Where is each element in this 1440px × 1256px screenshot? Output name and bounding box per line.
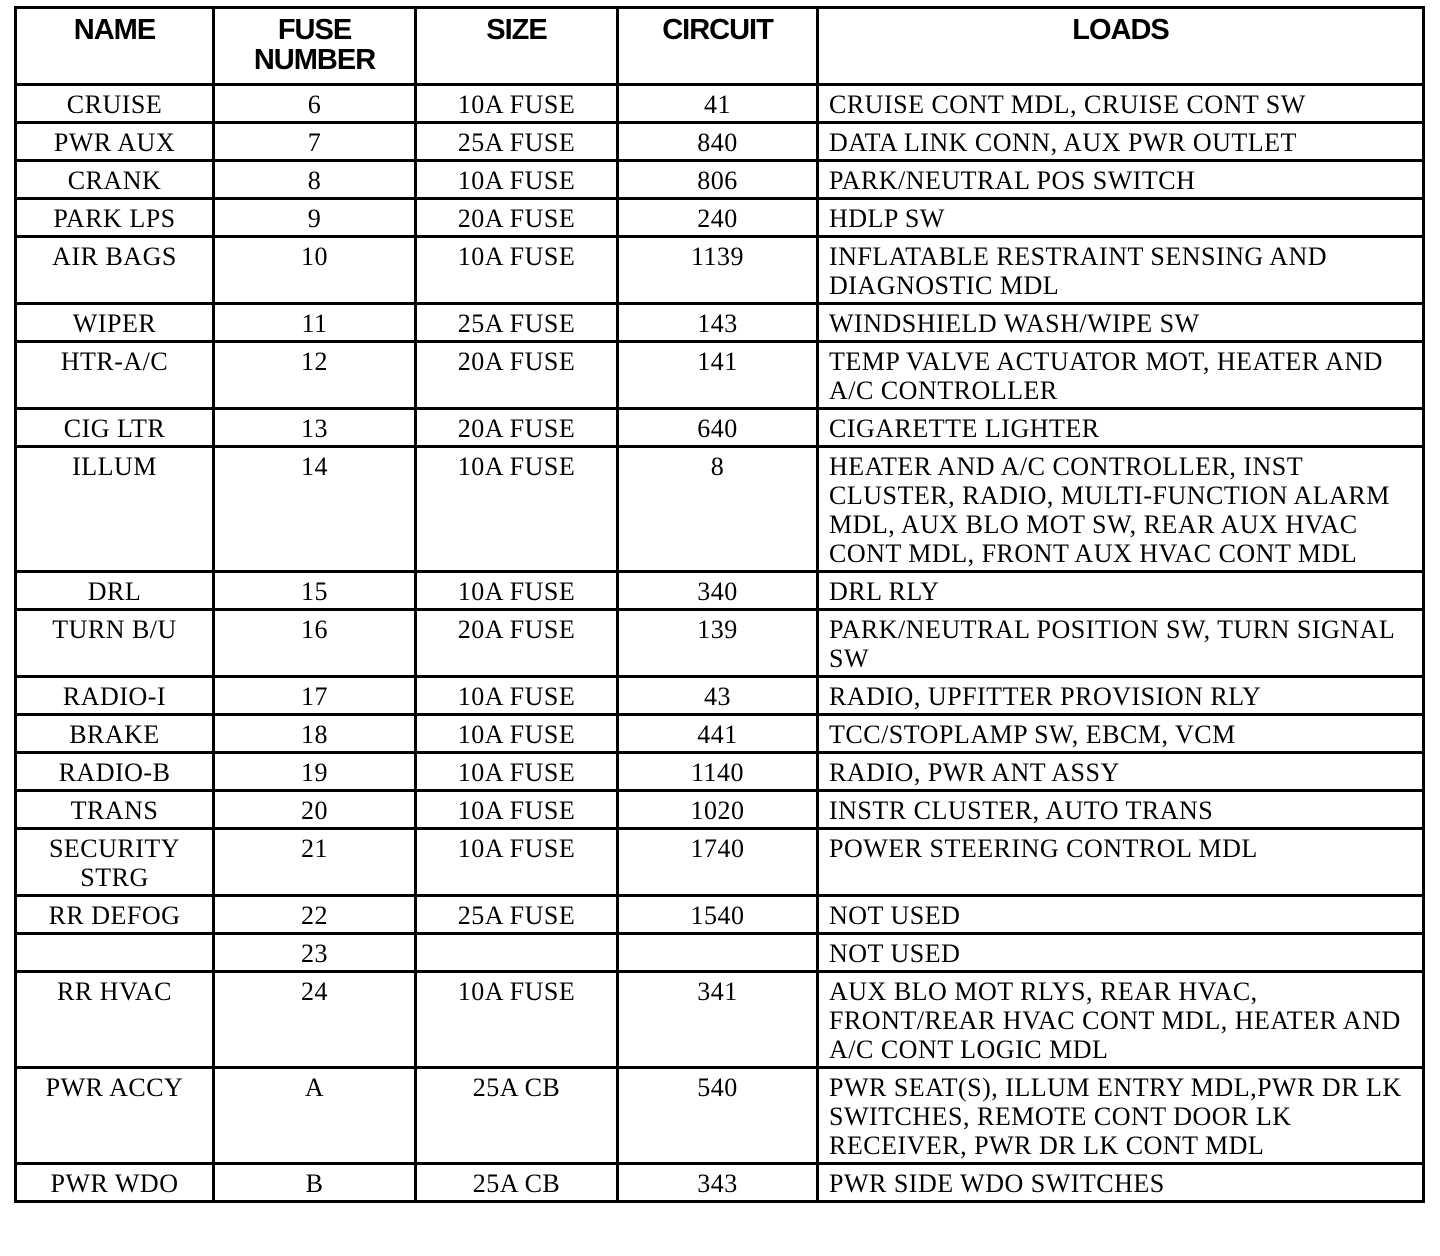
header-fuse-number-line2: NUMBER	[253, 44, 376, 76]
cell-loads: PARK/NEUTRAL POSITION SW, TURN SIGNAL SW	[818, 610, 1424, 677]
cell-size: 10A FUSE	[416, 447, 618, 572]
cell-fuse-number: 13	[214, 409, 416, 447]
cell-size: 25A CB	[416, 1164, 618, 1202]
table-row	[16, 123, 1424, 161]
cell-fuse-number: 22	[214, 896, 416, 934]
cell-size: 10A FUSE	[416, 715, 618, 753]
cell-size: 10A FUSE	[416, 972, 618, 1068]
cell-circuit: 806	[618, 161, 818, 199]
cell-circuit: 343	[618, 1164, 818, 1202]
cell-name: AIR BAGS	[16, 237, 214, 304]
table-row	[16, 572, 1424, 610]
cell-fuse-number: 12	[214, 342, 416, 409]
cell-name: SECURITY STRG	[16, 829, 214, 896]
cell-fuse-number: 6	[214, 85, 416, 123]
cell-circuit: 1540	[618, 896, 818, 934]
cell-name: BRAKE	[16, 715, 214, 753]
table-row	[16, 161, 1424, 199]
cell-fuse-number: 10	[214, 237, 416, 304]
cell-loads: POWER STEERING CONTROL MDL	[818, 829, 1424, 896]
cell-loads: NOT USED	[818, 934, 1424, 972]
cell-size: 10A FUSE	[416, 829, 618, 896]
cell-name: RADIO-I	[16, 677, 214, 715]
cell-size: 10A FUSE	[416, 791, 618, 829]
header-loads: LOADS	[818, 8, 1424, 85]
table-body	[16, 85, 1424, 1202]
cell-name: CIG LTR	[16, 409, 214, 447]
table-row	[16, 1068, 1424, 1164]
cell-loads: INSTR CLUSTER, AUTO TRANS	[818, 791, 1424, 829]
cell-loads: PARK/NEUTRAL POS SWITCH	[818, 161, 1424, 199]
cell-size: 10A FUSE	[416, 572, 618, 610]
table-row	[16, 753, 1424, 791]
cell-size: 20A FUSE	[416, 409, 618, 447]
cell-circuit: 8	[618, 447, 818, 572]
table-row	[16, 896, 1424, 934]
cell-fuse-number: 20	[214, 791, 416, 829]
cell-loads: RADIO, UPFITTER PROVISION RLY	[818, 677, 1424, 715]
cell-fuse-number: 24	[214, 972, 416, 1068]
cell-size: 20A FUSE	[416, 342, 618, 409]
table-row	[16, 829, 1424, 896]
cell-circuit	[618, 934, 818, 972]
cell-loads: WINDSHIELD WASH/WIPE SW	[818, 304, 1424, 342]
cell-size: 10A FUSE	[416, 237, 618, 304]
cell-fuse-number: 17	[214, 677, 416, 715]
cell-loads: HDLP SW	[818, 199, 1424, 237]
cell-circuit: 143	[618, 304, 818, 342]
fuse-table	[14, 6, 1425, 1203]
cell-loads: AUX BLO MOT RLYS, REAR HVAC, FRONT/REAR HVAC CONT MDL, HEATER AND A/C CONT LOGIC MDL	[818, 972, 1424, 1068]
cell-loads: DATA LINK CONN, AUX PWR OUTLET	[818, 123, 1424, 161]
cell-size: 10A FUSE	[416, 677, 618, 715]
header-circuit: CIRCUIT	[618, 8, 818, 85]
table-header	[16, 8, 1424, 85]
header-row	[16, 8, 1424, 85]
table-row	[16, 199, 1424, 237]
table-row	[16, 972, 1424, 1068]
cell-fuse-number: 18	[214, 715, 416, 753]
cell-name: TRANS	[16, 791, 214, 829]
cell-circuit: 240	[618, 199, 818, 237]
cell-circuit: 139	[618, 610, 818, 677]
header-fuse-number	[214, 8, 416, 85]
table-row	[16, 610, 1424, 677]
header-fuse-number-line1: FUSE	[277, 14, 352, 46]
cell-name: RADIO-B	[16, 753, 214, 791]
cell-circuit: 640	[618, 409, 818, 447]
cell-circuit: 340	[618, 572, 818, 610]
cell-size: 25A FUSE	[416, 123, 618, 161]
cell-fuse-number: 9	[214, 199, 416, 237]
cell-circuit: 341	[618, 972, 818, 1068]
cell-name	[16, 934, 214, 972]
cell-size: 20A FUSE	[416, 610, 618, 677]
cell-size: 25A FUSE	[416, 304, 618, 342]
cell-size: 10A FUSE	[416, 753, 618, 791]
cell-fuse-number: 11	[214, 304, 416, 342]
cell-fuse-number: 19	[214, 753, 416, 791]
table-row	[16, 934, 1424, 972]
cell-loads: CIGARETTE LIGHTER	[818, 409, 1424, 447]
cell-size: 25A FUSE	[416, 896, 618, 934]
table-row	[16, 304, 1424, 342]
cell-circuit: 840	[618, 123, 818, 161]
cell-size: 25A CB	[416, 1068, 618, 1164]
cell-name: DRL	[16, 572, 214, 610]
cell-name: ILLUM	[16, 447, 214, 572]
cell-name: RR DEFOG	[16, 896, 214, 934]
table-row	[16, 677, 1424, 715]
cell-fuse-number: 21	[214, 829, 416, 896]
cell-name: HTR-A/C	[16, 342, 214, 409]
cell-fuse-number: 15	[214, 572, 416, 610]
cell-loads: INFLATABLE RESTRAINT SENSING AND DIAGNOSTIC MDL	[818, 237, 1424, 304]
cell-name: WIPER	[16, 304, 214, 342]
cell-loads: DRL RLY	[818, 572, 1424, 610]
cell-size: 10A FUSE	[416, 161, 618, 199]
cell-name: CRANK	[16, 161, 214, 199]
cell-loads: CRUISE CONT MDL, CRUISE CONT SW	[818, 85, 1424, 123]
cell-name: TURN B/U	[16, 610, 214, 677]
cell-name: CRUISE	[16, 85, 214, 123]
cell-fuse-number: B	[214, 1164, 416, 1202]
cell-loads: PWR SEAT(S), ILLUM ENTRY MDL,PWR DR LK SWITCHES, REMOTE CONT DOOR LK RECEIVER, PWR DR LK CONT MDL	[818, 1068, 1424, 1164]
cell-size	[416, 934, 618, 972]
cell-fuse-number: 14	[214, 447, 416, 572]
table-row	[16, 409, 1424, 447]
cell-name: PWR WDO	[16, 1164, 214, 1202]
table-row	[16, 447, 1424, 572]
table-row	[16, 715, 1424, 753]
cell-name: PWR AUX	[16, 123, 214, 161]
cell-circuit: 1140	[618, 753, 818, 791]
cell-circuit: 41	[618, 85, 818, 123]
cell-loads: RADIO, PWR ANT ASSY	[818, 753, 1424, 791]
table-row	[16, 791, 1424, 829]
cell-circuit: 43	[618, 677, 818, 715]
cell-loads: PWR SIDE WDO SWITCHES	[818, 1164, 1424, 1202]
cell-circuit: 441	[618, 715, 818, 753]
table-row	[16, 1164, 1424, 1202]
table-row	[16, 85, 1424, 123]
cell-circuit: 1020	[618, 791, 818, 829]
cell-fuse-number: 7	[214, 123, 416, 161]
cell-loads: HEATER AND A/C CONTROLLER, INST CLUSTER, RADIO, MULTI-FUNCTION ALARM MDL, AUX BLO MOT SW, REAR AUX HVAC CONT MDL, FRONT AUX HVAC CONT MDL	[818, 447, 1424, 572]
cell-fuse-number: A	[214, 1068, 416, 1164]
table-row	[16, 342, 1424, 409]
cell-circuit: 1740	[618, 829, 818, 896]
cell-fuse-number: 23	[214, 934, 416, 972]
table-row	[16, 237, 1424, 304]
cell-fuse-number: 8	[214, 161, 416, 199]
cell-loads: TCC/STOPLAMP SW, EBCM, VCM	[818, 715, 1424, 753]
cell-circuit: 1139	[618, 237, 818, 304]
cell-circuit: 141	[618, 342, 818, 409]
cell-name: PARK LPS	[16, 199, 214, 237]
cell-loads: NOT USED	[818, 896, 1424, 934]
cell-loads: TEMP VALVE ACTUATOR MOT, HEATER AND A/C CONTROLLER	[818, 342, 1424, 409]
cell-name: RR HVAC	[16, 972, 214, 1068]
cell-fuse-number: 16	[214, 610, 416, 677]
cell-size: 20A FUSE	[416, 199, 618, 237]
cell-circuit: 540	[618, 1068, 818, 1164]
header-size: SIZE	[416, 8, 618, 85]
cell-size: 10A FUSE	[416, 85, 618, 123]
cell-name: PWR ACCY	[16, 1068, 214, 1164]
header-name: NAME	[16, 8, 214, 85]
